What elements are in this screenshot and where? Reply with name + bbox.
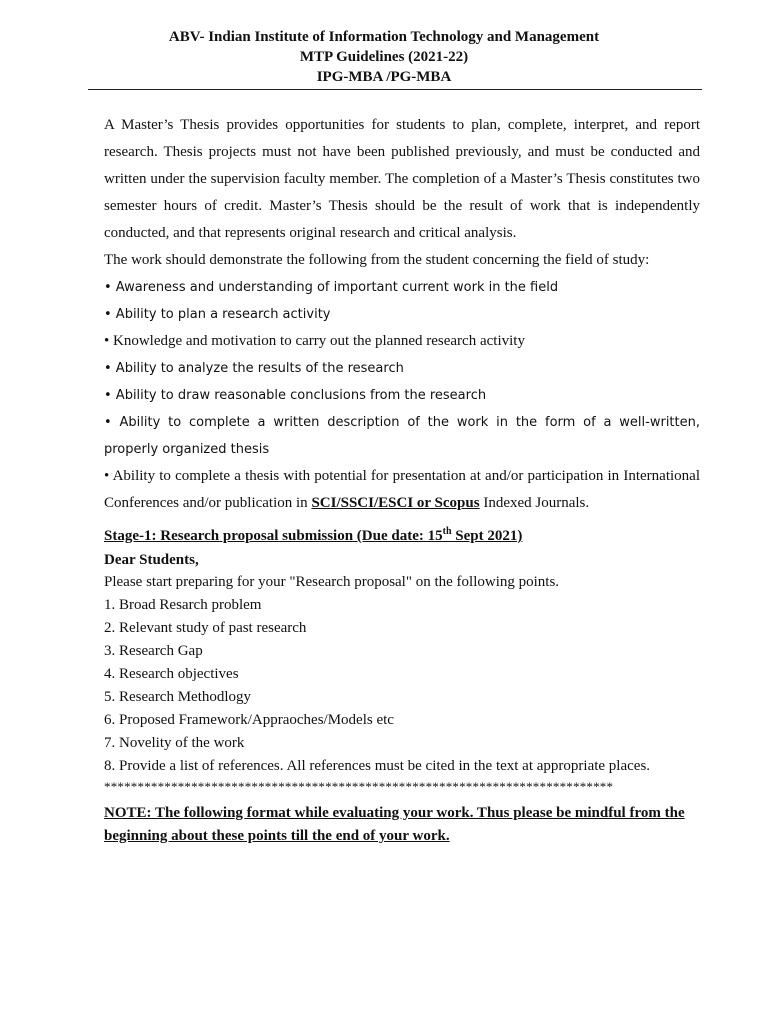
list-item: 6. Proposed Framework/Appraoches/Models etc [104, 712, 394, 728]
stage1-text: Stage-1: Research proposal submission (Due date: 15 [104, 528, 443, 544]
bullet-item: • Ability to draw reasonable conclusions from the research [104, 388, 487, 403]
intro-lead: The work should demonstrate the following from the student concerning the field of study: [104, 252, 650, 268]
bullet-item: • Ability to complete a written description of the work in the form of a well-written, properly organized thesis [104, 415, 700, 457]
list-item: 3. Research Gap [104, 643, 203, 659]
institute-title: ABV- Indian Institute of Information Technology and Management [168, 29, 600, 45]
stage1-sup: th [442, 526, 452, 537]
stage1-text: Sept 2021) [451, 528, 523, 544]
list-item: 2. Relevant study of past research [104, 620, 307, 636]
bullet-text: Indexed Journals. [479, 495, 590, 511]
list-item: 7. Novelity of the work [104, 735, 245, 751]
list-item: 5. Research Methodlogy [104, 689, 252, 705]
document-header [0, 27, 768, 87]
list-item: 1. Broad Resarch problem [104, 597, 262, 613]
bullet-item: • Ability to analyze the results of the research [104, 361, 404, 376]
bullet-item-publication [104, 463, 700, 517]
program-title: IPG-MBA /PG-MBA [316, 69, 452, 85]
note-paragraph: NOTE: The following format while evaluating your work. Thus please be mindful from the beginning about these points till the end of your work. [104, 805, 685, 844]
stage1-heading [104, 525, 700, 547]
letter-intro: Please start preparing for your "Research proposal" on the following points. [104, 574, 560, 590]
intro-paragraph: A Master’s Thesis provides opportunities for students to plan, complete, interpret, and report research. Thesis projects must not have been published previously, and must be conducted and written under the supervision faculty member. The completion of a Master’s Thesis constitutes two semester hours of credit. Master’s Thesis should be the result of work that is independently conducted, and that represents original research and critical analysis. [104, 117, 700, 241]
document-body [104, 112, 700, 848]
bullet-item: • Awareness and understanding of important current work in the field [104, 280, 559, 295]
bullet-item: • Ability to plan a research activity [104, 307, 331, 322]
list-item: 8. Provide a list of references. All references must be cited in the text at appropriate places. [104, 758, 651, 774]
header-divider [88, 89, 702, 90]
indexing-emphasis: SCI/SSCI/ESCI or Scopus [311, 495, 480, 511]
bullet-text: • Ability to complete a thesis with potential for presentation at and/or participation in International Conferences and/or publication in [104, 468, 700, 511]
list-item: 4. Research objectives [104, 666, 239, 682]
salutation: Dear Students, [104, 552, 199, 568]
separator-line: **************************************************************************** [104, 779, 614, 794]
bullet-item: • Knowledge and motivation to carry out the planned research activity [104, 333, 525, 349]
guidelines-title: MTP Guidelines (2021-22) [299, 49, 469, 65]
